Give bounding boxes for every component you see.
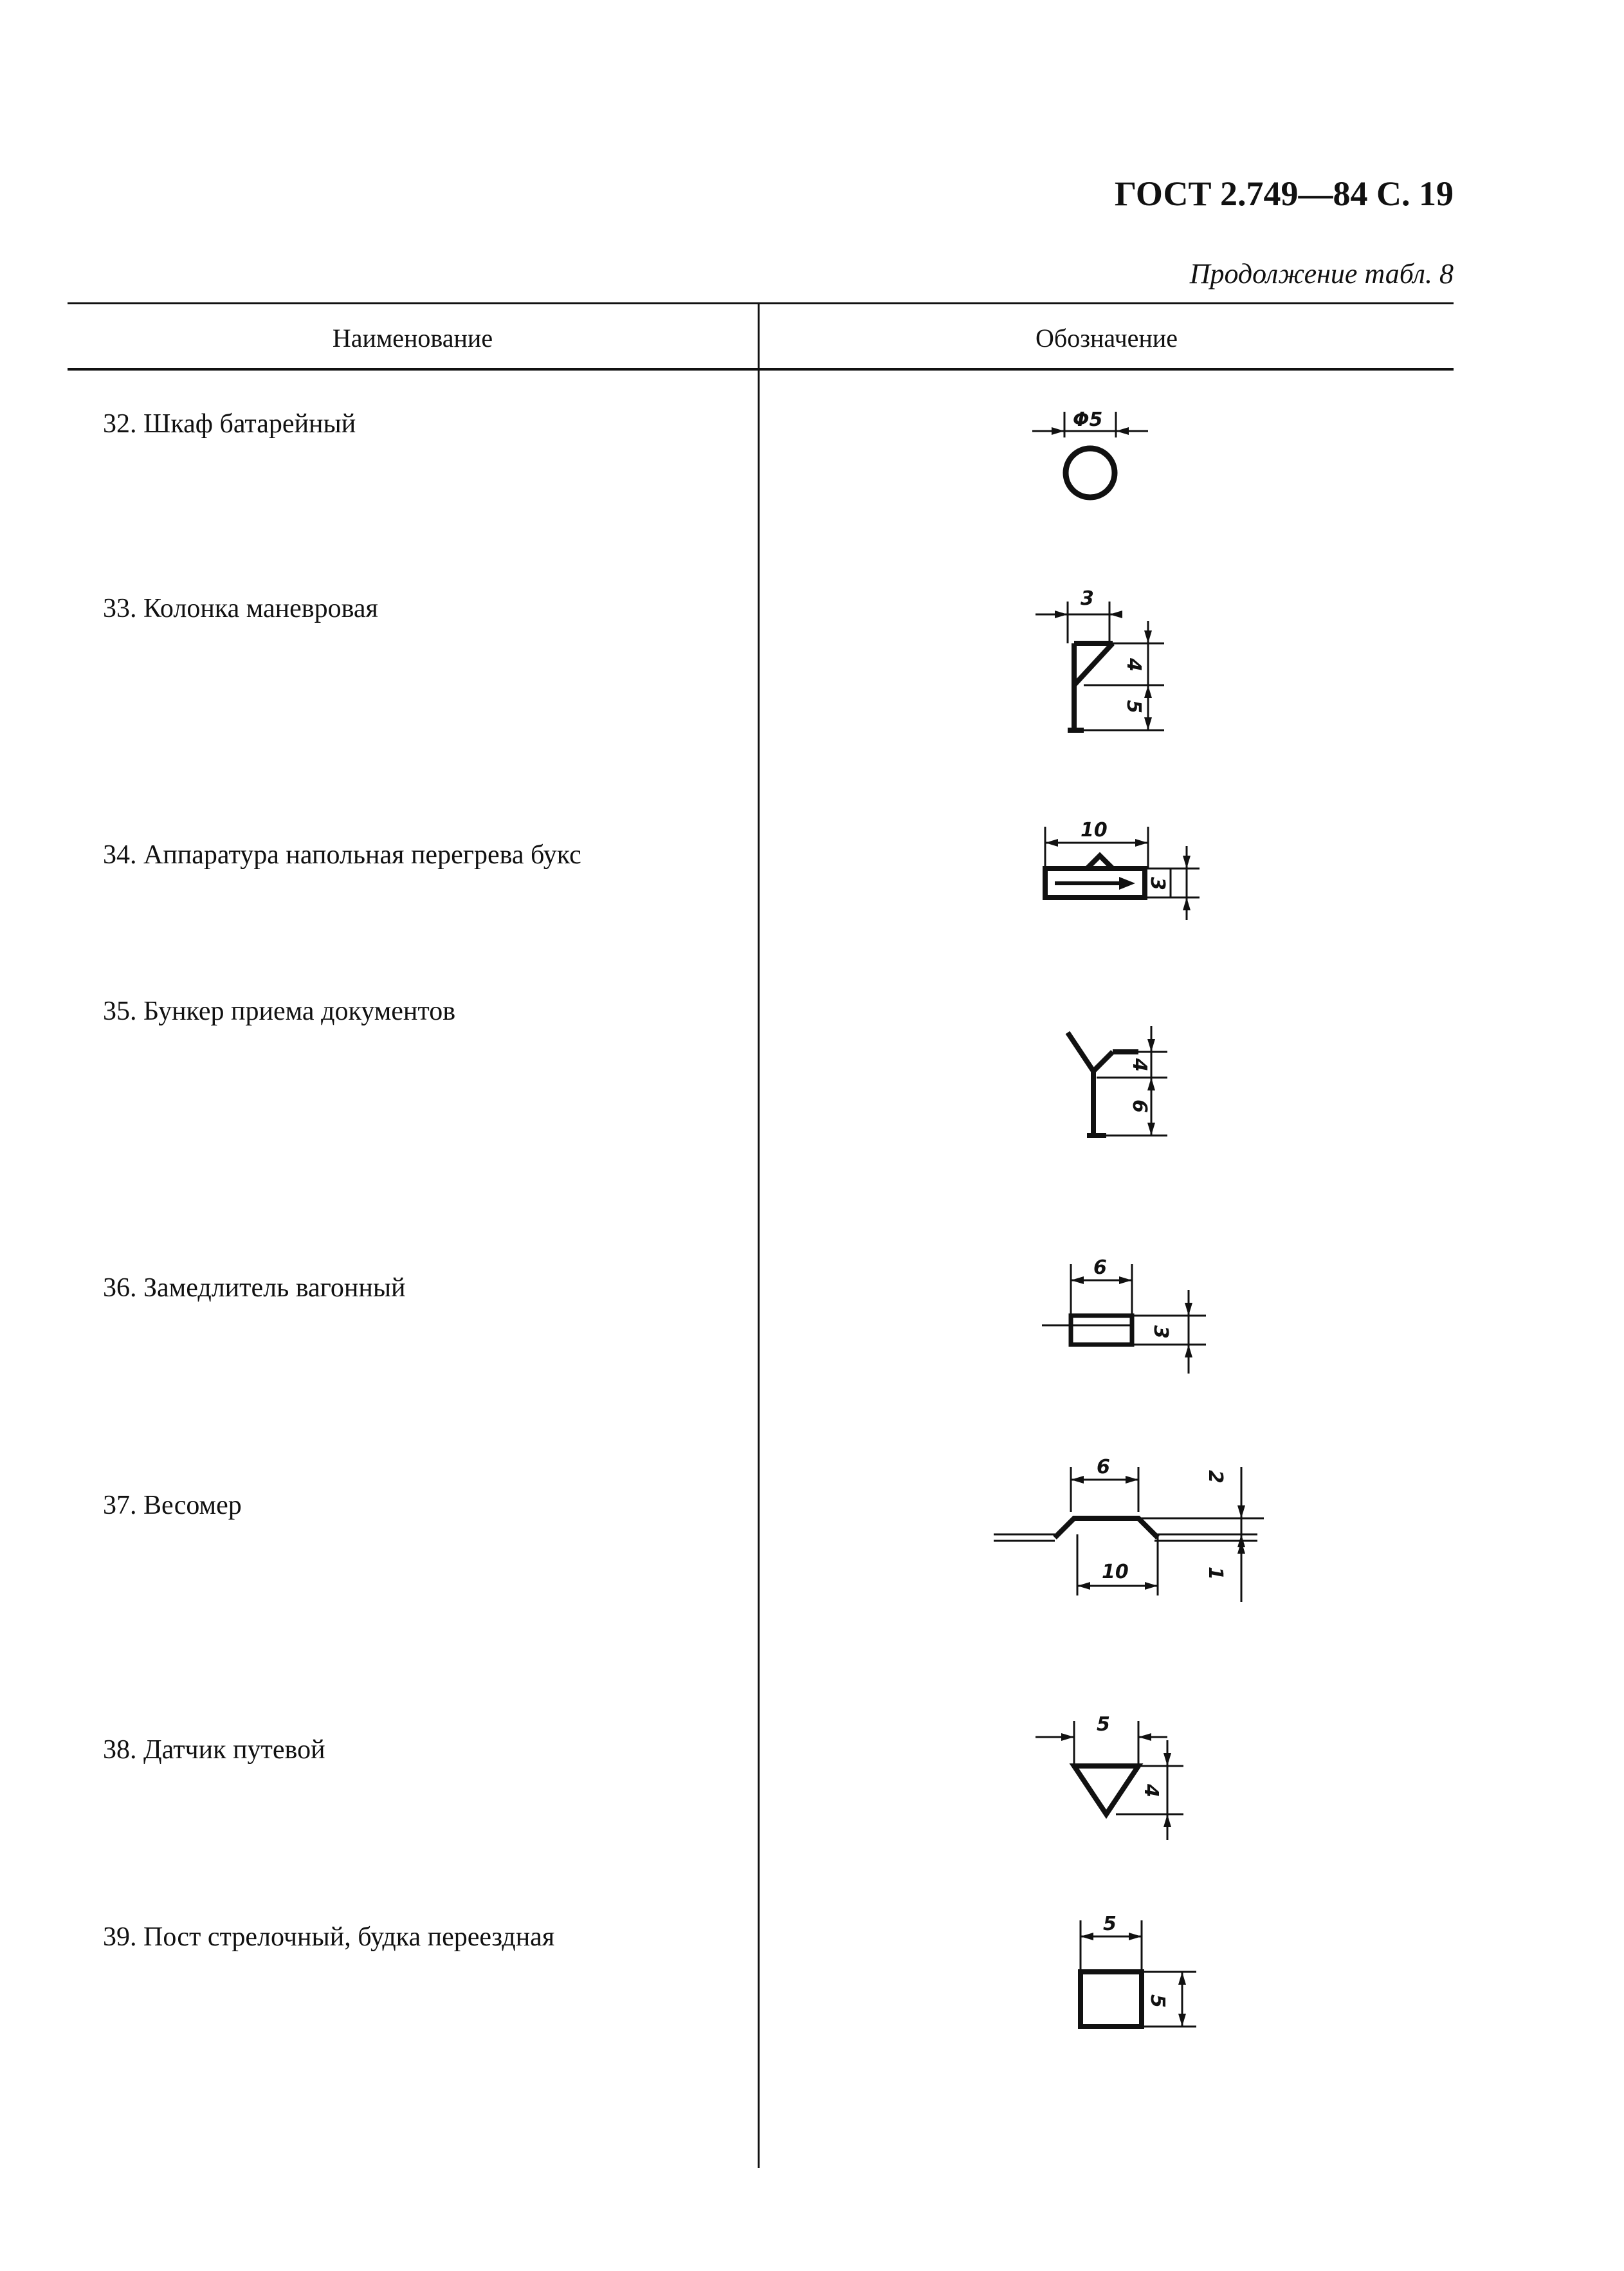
dim-label: 3 [1081,587,1094,610]
dim-label: 6 [1093,1256,1107,1279]
row-name-39: 39. Пост стрелочный, будка переездная [103,1922,555,1952]
dim-label: 5 [1122,700,1145,713]
row-name-34: 34. Аппаратура напольная перегрева букс [103,840,581,870]
battery-cabinet-symbol [1016,399,1171,518]
row-name-33: 33. Колонка маневровая [103,594,378,623]
table-top-rule [68,302,1454,304]
row-name-36: 36. Замедлитель вагонный [103,1273,406,1303]
dim-label: 5 [1097,1713,1110,1736]
weighing-device-symbol [994,1448,1264,1612]
row-name-35: 35. Бункер приема документов [103,997,456,1026]
page-header: ГОСТ 2.749—84 С. 19 [1114,174,1454,213]
dim-label: 6 [1128,1099,1151,1113]
table-header-rule [68,368,1454,371]
table-column-divider [758,302,760,2168]
dim-label: 10 [1102,1561,1129,1583]
dim-label: 10 [1081,819,1108,841]
row-name-37: 37. Весомер [103,1491,242,1520]
hotbox-detector-symbol [1029,814,1209,939]
dim-label: 6 [1097,1456,1110,1478]
dim-label: 3 [1149,1325,1172,1339]
shunting-column-symbol [1036,582,1177,740]
track-sensor-symbol [1036,1702,1203,1853]
row-name-32: 32. Шкаф батарейный [103,409,356,439]
dim-label: 4 [1140,1784,1162,1797]
dim-label: 4 [1128,1058,1151,1072]
dim-label: 5 [1103,1913,1117,1935]
column-header-name: Наименование [332,324,493,353]
dim-label: 5 [1146,1994,1169,2008]
dim-label: 4 [1122,658,1145,672]
row-name-38: 38. Датчик путевой [103,1735,325,1765]
dim-label: 2 [1204,1470,1227,1484]
switch-post-symbol [1061,1901,1216,2052]
document-bunker-symbol [1061,994,1190,1152]
car-retarder-symbol [1042,1245,1209,1383]
column-header-symbol: Обозначение [1035,324,1178,353]
dim-label: Φ5 [1073,409,1103,431]
table-continuation-note: Продолжение табл. 8 [1189,258,1454,290]
dim-label: 1 [1204,1567,1227,1580]
dim-label: 3 [1146,877,1169,890]
